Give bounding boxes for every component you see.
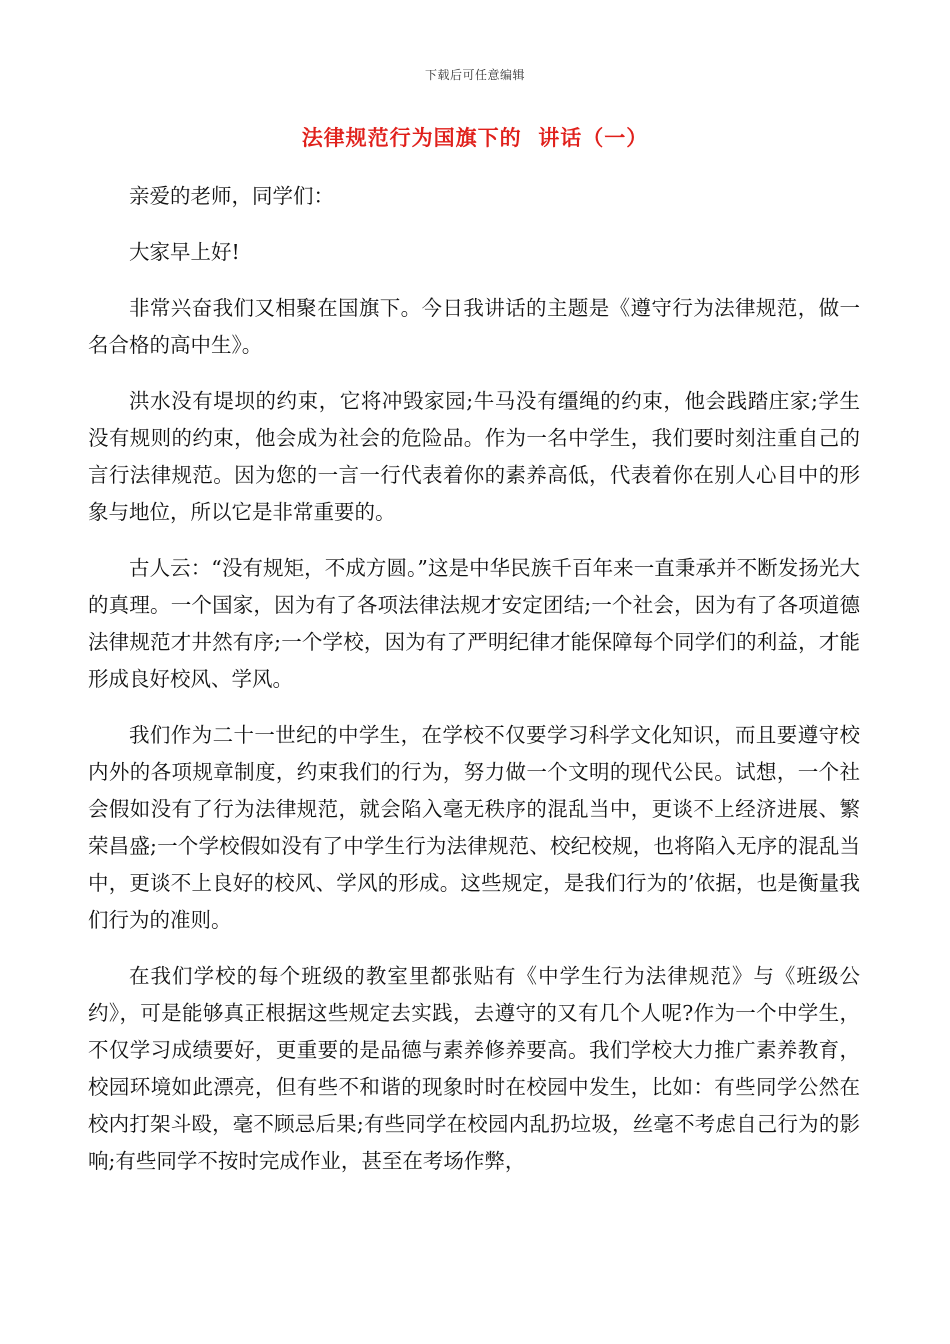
paragraph-modern-students: 我们作为二十一世纪的中学生，在学校不仅要学习科学文化知识，而且要遵守校内外的各项规章制度，约束我们的行为，努力做一个文明的现代公民。试想，一个社会假如没有了行为法律规范，就会陷入毫无秩序的混乱当中，更谈不上经济进展、繁荣昌盛;一个学校假如没有了中学生行为法律规范、校纪校规，也将陷入无序的混乱当中，更谈不上良好的校风、学风的形成。这些规定，是我们行为的’依据，也是衡量我们行为的准则。 (88, 723, 860, 932)
paragraph-school-rules: 在我们学校的每个班级的教室里都张贴有《中学生行为法律规范》与《班级公约》，可是能够真正根据这些规定去实践，去遵守的又有几个人呢?作为一个中学生，不仅学习成绩要好，更重要的是品德与素养修养要高。我们学校大力推广素养教育，校园环境如此漂亮，但有些不和谐的现象时时在校园中发生，比如：有些同学公然在校内打架斗殴，毫不顾忌后果;有些同学在校园内乱扔垃圾，丝毫不考虑自己行为的影响;有些同学不按时完成作业，甚至在考场作弊， (88, 964, 860, 1173)
paragraph-flood-analogy: 洪水没有堤坝的约束，它将冲毁家园;牛马没有缰绳的约束，他会践踏庄家;学生没有规则的约束，他会成为社会的危险品。作为一名中学生，我们要时刻注重自己的言行法律规范。因为您的一言一行代表着你的素养高低，代表着你在别人心目中的形象与地位，所以它是非常重要的。 (88, 389, 860, 524)
document-title: 法律规范行为国旗下的 讲话（一） (301, 125, 649, 150)
paragraph-greeting: 亲爱的老师，同学们： (129, 184, 334, 208)
paragraph-good-morning: 大家早上好! (129, 240, 240, 264)
paragraph-ancient-saying: 古人云：“没有规矩，不成方圆。”这是中华民族千百年来一直秉承并不断发扬光大的真理。一个国家，因为有了各项法律法规才安定团结;一个社会，因为有了各项道德法律规范才井然有序;一个学校，因为有了严明纪律才能保障每个同学们的利益，才能形成良好校风、学风。 (88, 556, 860, 691)
paragraph-topic: 非常兴奋我们又相聚在国旗下。今日我讲话的主题是《遵守行为法律规范，做一名合格的高中生》。 (88, 296, 860, 357)
header-note: 下载后可任意编辑 (424, 68, 525, 82)
document-body (88, 178, 860, 1199)
